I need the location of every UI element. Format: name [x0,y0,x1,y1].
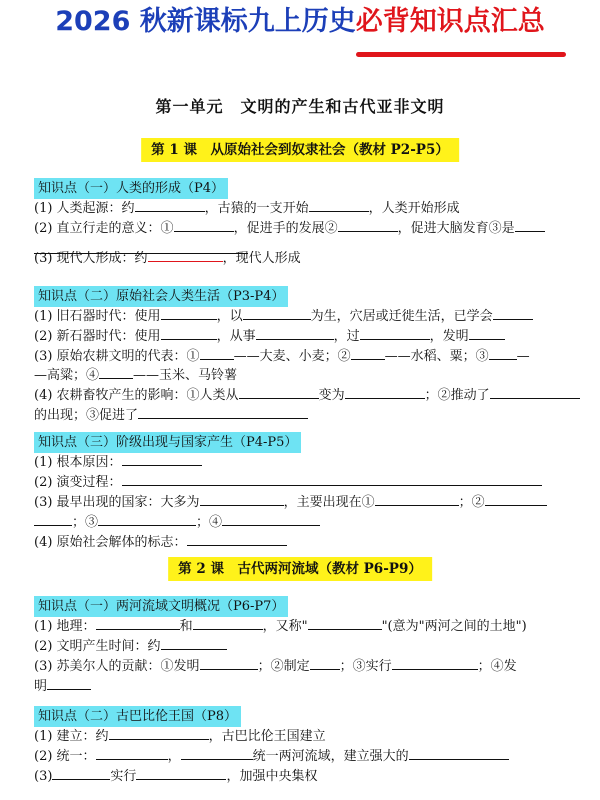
l1-kp1-line-3: (3) 现代人形成：约 ，现代人形成 [34,251,301,266]
l1-kp2-line-4: —高粱；④ ——玉米、马铃薯 [34,368,238,383]
lesson-1-heading: 第 1 课 从原始社会到奴隶社会（教材 P2-P5） [141,138,459,162]
title-part-2: 必背知识点汇总 [355,6,545,37]
l2-kp1-line-3: (3) 苏美尔人的贡献：①发明 ；②制定 ；③实行 ；④发 [34,659,517,674]
l2-kp2-line-1: (1) 建立：约 ，古巴比伦王国建立 [34,729,326,744]
l2-kp2-line-2: (2) 统一： ， 统一两河流域，建立强大的 [34,747,509,765]
l1-kp2-line-1: (1) 旧石器时代：使用 ，以 为生，穴居或迁徙生活，已学会 [34,307,533,325]
title-underline [356,52,566,57]
l1-kp3-line-1: (1) 根本原因： [34,453,202,471]
l1-kp1-line-1: (1) 人类起源：约 ，古猿的一支开始 ，人类开始形成 [34,201,460,216]
l1-kp1-heading: 知识点（一）人类的形成（P4） [34,178,228,199]
l2-kp2-heading: 知识点（二）古巴比伦王国（P8） [34,706,241,727]
l2-kp1-line-2: (2) 文明产生时间：约 [34,637,227,655]
l2-kp1-line-1: (1) 地理： 和 ，又称" "(意为"两河之间的土地") [34,619,527,634]
l1-kp1-line-2: (2) 直立行走的意义：① ，促进手的发展② ，促进大脑发育③是 [34,219,545,237]
l1-kp2-line-3: (3) 原始农耕文明的代表：① ——大麦、小麦；② ——水稻、粟；③ — [34,349,530,364]
l1-kp3-line-3: (3) 最早出现的国家：大多为 ，主要出现在① ；② [34,493,547,511]
l2-kp1-line-4: 明 [34,677,91,695]
l1-kp2-line-2: (2) 新石器时代：使用 ，从事 ，过 ，发明 [34,327,505,345]
l2-kp2-line-3: (3) 实行 ，加强中央集权 [34,769,318,784]
l2-kp1-heading: 知识点（一）两河流域文明概况（P6-P7） [34,596,288,617]
l1-kp3-heading: 知识点（三）阶级出现与国家产生（P4-P5） [34,432,301,453]
lesson-2-heading: 第 2 课 古代两河流域（教材 P6-P9） [168,557,432,581]
page-title [0,2,600,42]
unit-heading: 第一单元 文明的产生和古代亚非文明 [155,97,445,116]
l1-kp3-line-5: (4) 原始社会解体的标志： [34,533,287,551]
l1-kp3-line-2: (2) 演变过程： [34,473,542,491]
l1-kp3-line-4: ；③ ；④ [34,513,320,531]
l1-kp2-line-5: (4) 农耕畜牧产生的影响：①人类从 变为 ；②推动了 [34,386,580,404]
l1-kp2-line-6: 的出现；③促进了 [34,406,308,424]
l1-kp2-heading: 知识点（二）原始社会人类生活（P3-P4） [34,286,288,307]
title-part-1: 2026 秋新课标九上历史 [55,6,356,37]
